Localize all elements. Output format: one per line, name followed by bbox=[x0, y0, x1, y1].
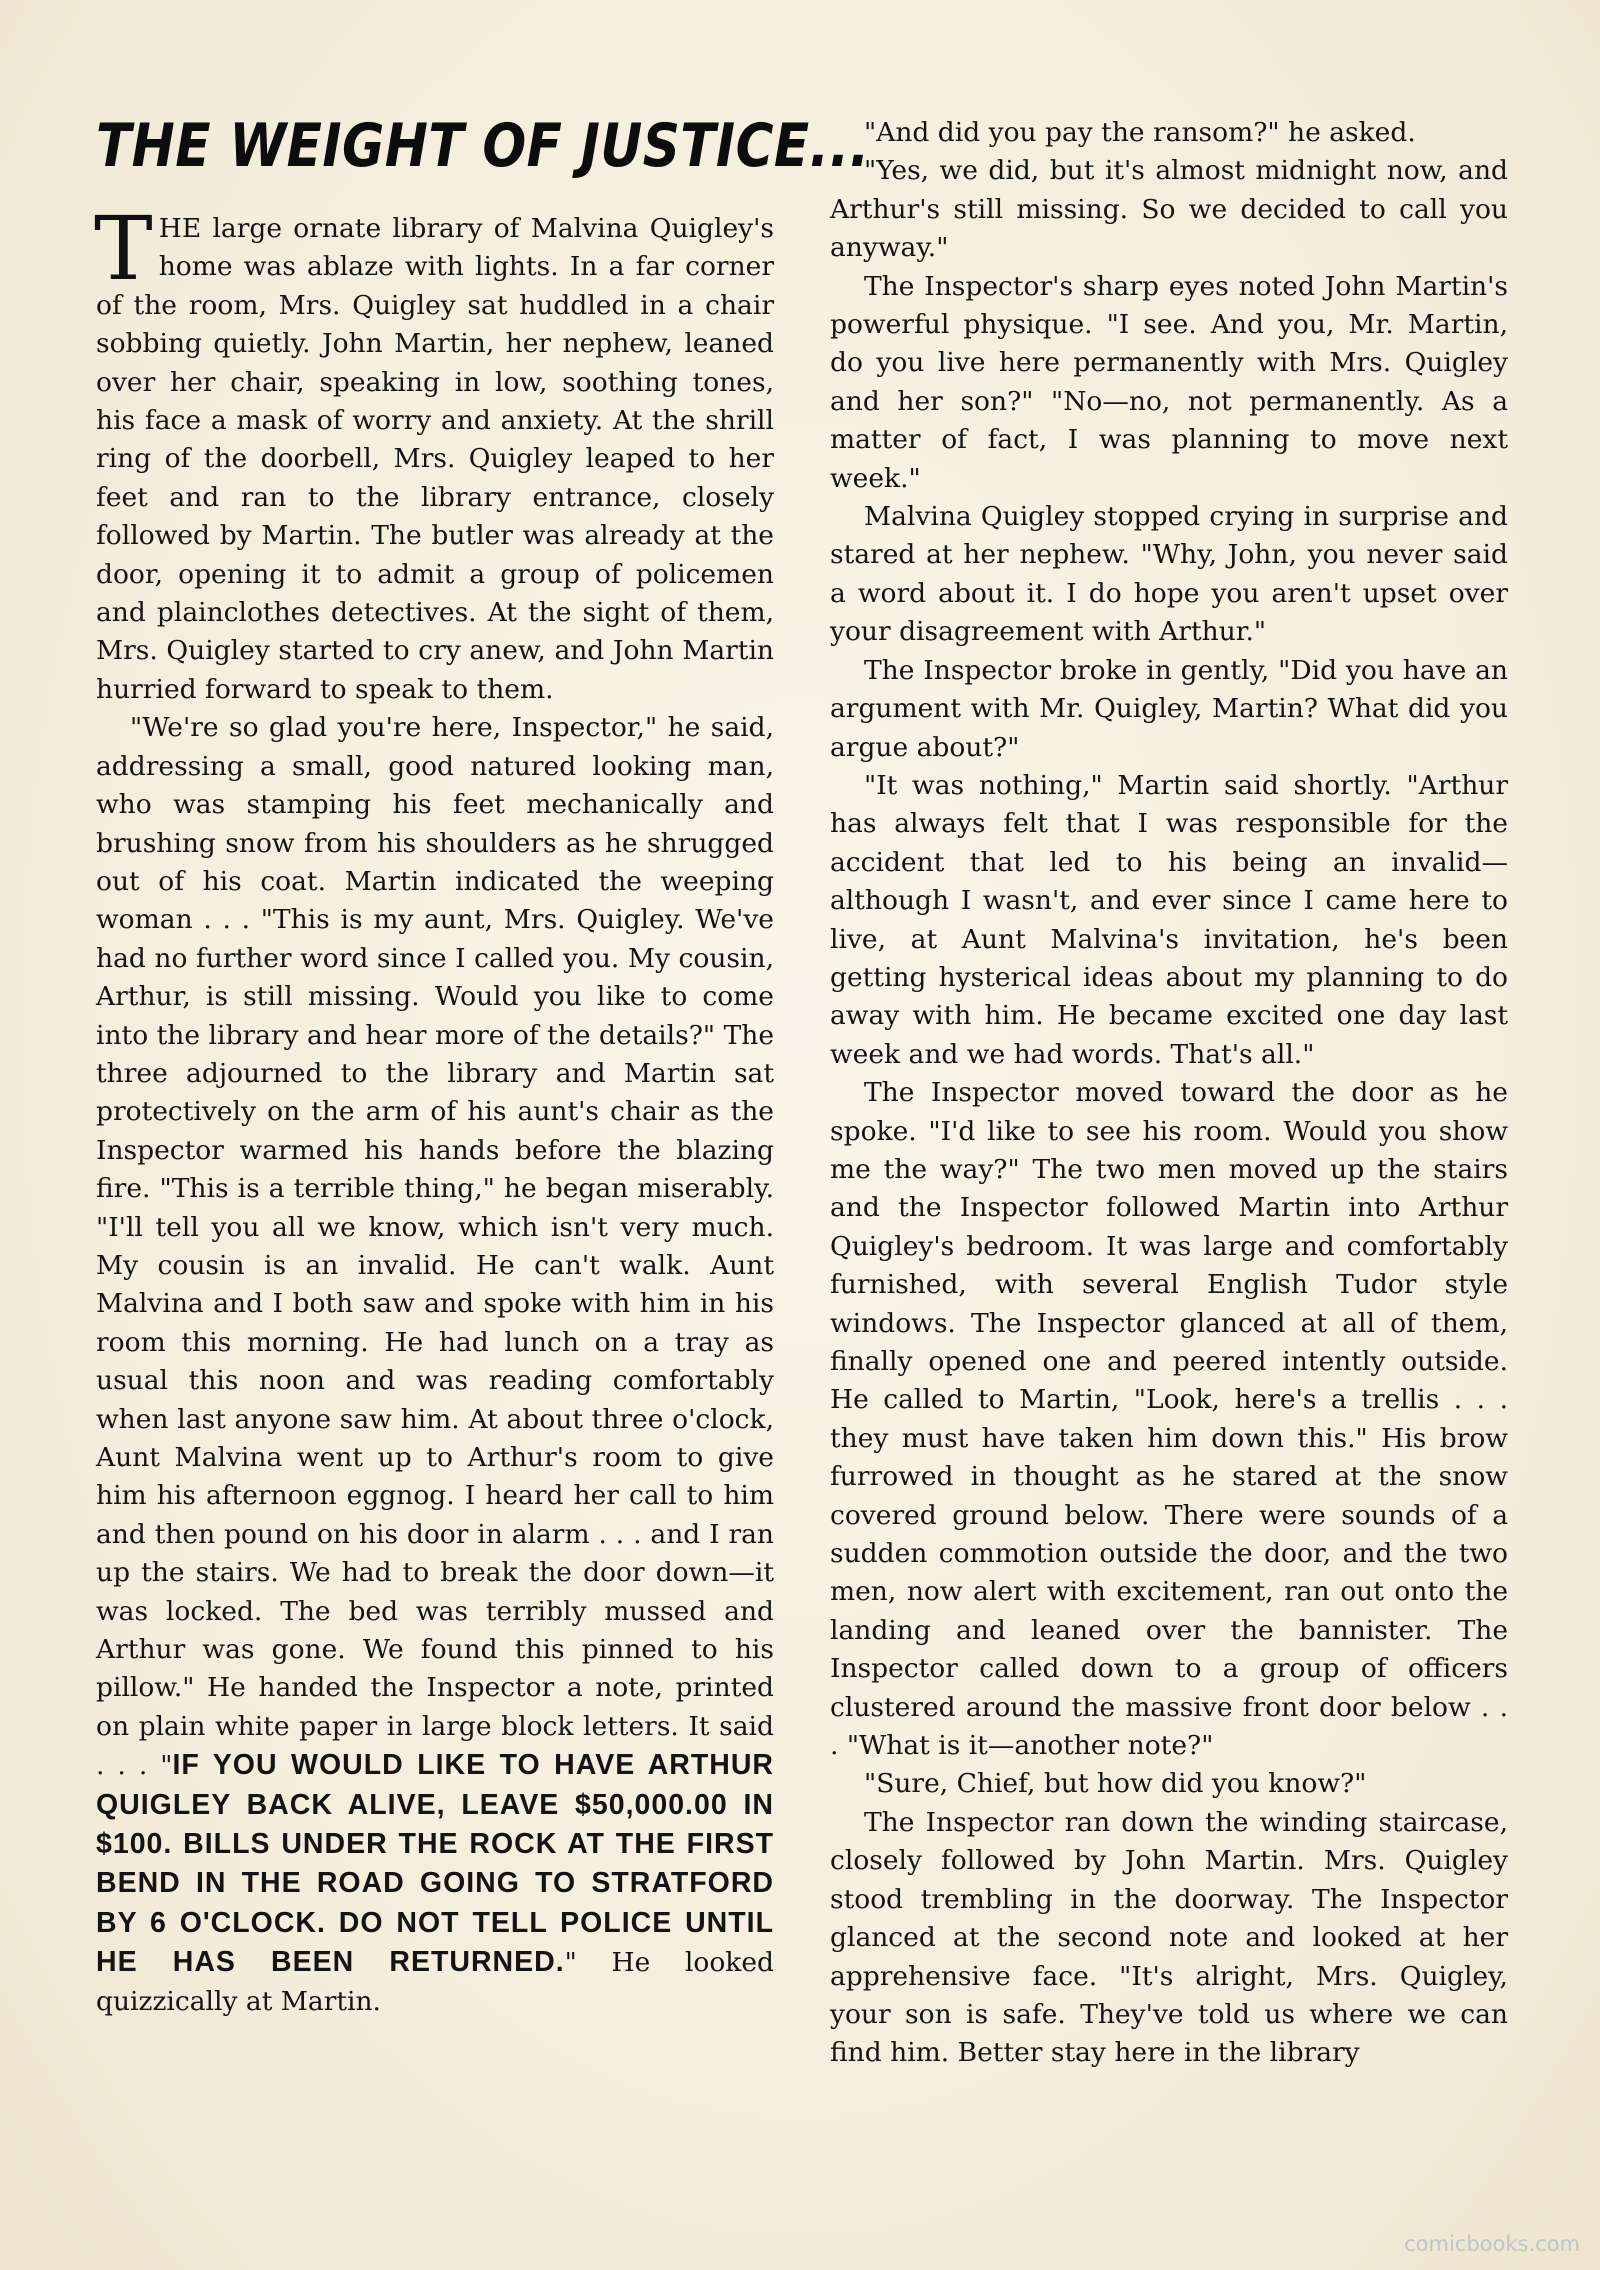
paragraph: "It was nothing," Martin said shortly. "Arthur has always felt that I was responsible for the accident that led to his being an invalid—although I wasn't, and ever since I came here to live, at Aunt Malvina's invitation, he's been getting hysterical ideas about my planning to do away with him. He became excited one day last week and we had words. That's all." bbox=[830, 769, 1508, 1070]
paragraph: Malvina Quigley stopped crying in surprise and stared at her nephew. "Why, John, you never said a word about it. I do hope you aren't upset over your disagreement with Arthur." bbox=[830, 501, 1508, 648]
paragraph: "Sure, Chief, but how did you know?" bbox=[864, 1768, 1367, 1800]
story-title: THE WEIGHT OF JUSTICE... bbox=[96, 111, 870, 181]
paragraph-text: " He looked quizzically at Martin. bbox=[96, 1947, 774, 2017]
left-column bbox=[94, 108, 870, 2021]
drop-cap: T bbox=[94, 197, 153, 300]
paragraph bbox=[96, 709, 774, 2021]
paragraph: "And did you pay the ransom?" he asked. bbox=[864, 117, 1416, 148]
paragraph-text: HE large ornate library of Malvina Quigley's home was ablaze with lights. In a far corner of the room, Mrs. Quigley sat huddled in a chair sobbing quietly. John Martin, her nephew, leaned over her chair, speaking in low, soothing tones, his face a mask of worry and anxiety. At the shrill ring of the doorbell, Mrs. Quigley leaped to her feet and ran to the library entrance, closely followed by Martin. The butler was already at the door, opening it to admit a group of policemen and plainclothes detectives. At the sight of them, Mrs. Quigley started to cry anew, and John Martin hurried forward to speak to them. bbox=[96, 213, 774, 705]
paragraph: The Inspector broke in gently, "Did you have an argument with Mr. Quigley, Martin? What did you argue about?" bbox=[830, 654, 1508, 763]
paragraph: The Inspector's sharp eyes noted John Martin's powerful physique. "I see. And you, Mr. Martin, do you live here permanently with Mrs. Quigley and her son?" "No—no, not permanently. As a matter of fact, I was planning to move next week." bbox=[830, 270, 1508, 494]
paragraph: The Inspector moved toward the door as he spoke. "I'd like to see his room. Would you show me the way?" The two men moved up the stairs and the Inspector followed Martin into Arthur Quigley's bedroom. It was large and comfortably furnished, with several English Tudor style windows. The Inspector glanced at all of them, finally opened one and peered intently outside. He called to Martin, "Look, here's a trellis . . . they must have taken him down this." His brow furrowed in thought as he stared at the snow covered ground below. There were sounds of a sudden commotion outside the door, and the two men, now alert with excitement, ran out onto the landing and leaned over the bannister. The Inspector called down to a group of officers clustered around the massive front door below . . . "What is it—another note?" bbox=[830, 1077, 1508, 1762]
site-watermark: comicbooks.com bbox=[1404, 2232, 1580, 2256]
ransom-note-text: IF YOU WOULD LIKE TO HAVE ARTHUR QUIGLEY BACK ALIVE, LEAVE $50,000.00 IN $100. BILLS UNDER THE ROCK AT THE FIRST BEND IN THE ROAD GOING TO STRATFORD BY 6 O'CLOCK. DO NOT TELL POLICE UNTIL HE HAS BEEN RETURNED. bbox=[96, 1749, 775, 1979]
paragraph: "Yes, we did, but it's almost midnight now, and Arthur's still missing. So we decided to call you anyway." bbox=[830, 155, 1508, 264]
paragraph-text: "We're so glad you're here, Inspector," he said, addressing a small, good natured looking man, who was stamping his feet mechanically and brushing snow from his shoulders as he shrugged out of his coat. Martin indicated the weeping woman . . . "This is my aunt, Mrs. Quigley. We've had no further word since I called you. My cousin, Arthur, is still missing. Would you like to come into the library and hear more of the details?" The three adjourned to the library and Martin sat protectively on the arm of his aunt's chair as the Inspector warmed his hands before the blazing fire. "This is a terrible thing," he began miserably. "I'll tell you all we know, which isn't very much. My cousin is an invalid. He can't walk. Aunt Malvina and I both saw and spoke with him in his room this morning. He had lunch on a tray as usual this noon and was reading comfortably when last anyone saw him. At about three o'clock, Aunt Malvina went up to Arthur's room to give him his afternoon eggnog. I heard her call to him and then pound on his door in alarm . . . and I ran up the stairs. We had to break the door down—it was locked. The bed was terribly mussed and Arthur was gone. We found this pinned to his pillow." He handed the Inspector a note, printed on plain white paper in large block letters. It said . . . " bbox=[96, 712, 774, 1782]
paragraph: The Inspector ran down the winding staircase, closely followed by John Martin. Mrs. Quigley stood trembling in the doorway. The Inspector glanced at the second note and looked at her apprehensive face. "It's alright, Mrs. Quigley, your son is safe. They've told us where we can find him. Better stay here in the library bbox=[830, 1806, 1508, 2069]
right-column bbox=[830, 114, 1508, 2073]
paragraph bbox=[94, 197, 774, 709]
